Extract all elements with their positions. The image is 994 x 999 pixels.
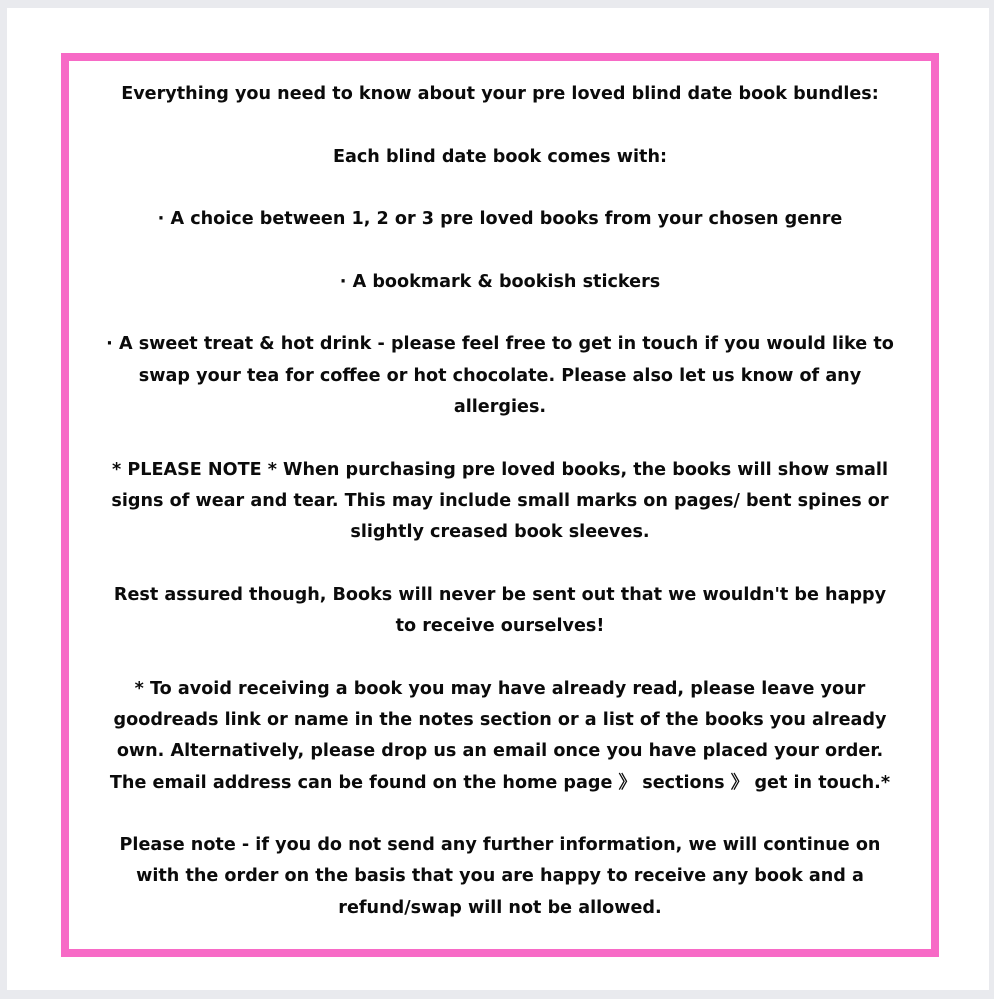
final-note-line: with the order on the basis that you are happy to receive any book and a: [136, 866, 864, 887]
intro-paragraph: [69, 79, 931, 110]
assurance-line: Rest assured though, Books will never be sent out that we wouldn't be happy: [113, 584, 887, 605]
item-treat: [69, 329, 931, 423]
item-books: [69, 204, 931, 235]
wear-note-line: signs of wear and tear. This may include small marks on pages/ bent spines or: [111, 490, 889, 511]
item-bookmark: [69, 267, 931, 298]
notice-text: [69, 79, 931, 924]
heading-line: Each blind date book comes with:: [332, 146, 668, 167]
final-note-line: refund/swap will not be allowed.: [338, 897, 662, 918]
intro-line: Everything you need to know about your pre loved blind date book bundles:: [121, 84, 879, 104]
item-treat-line: · A sweet treat & hot drink - please feel free to get in touch if you would like to: [106, 334, 894, 355]
assurance-paragraph: [69, 580, 931, 643]
duplicates-line: * To avoid receiving a book you may have already read, please leave your: [134, 678, 866, 699]
item-treat-line: swap your tea for coffee or hot chocolate. Please also let us know of any: [138, 365, 862, 386]
duplicates-line: The email address can be found on the home page 》 sections 》 get in touch.*: [109, 772, 891, 793]
duplicates-line: goodreads link or name in the notes section or a list of the books you already: [113, 709, 887, 730]
item-books-line: · A choice between 1, 2 or 3 pre loved books from your chosen genre: [157, 209, 843, 230]
notice-frame: [61, 53, 939, 957]
image-canvas: [7, 8, 989, 990]
item-treat-line: allergies.: [453, 396, 547, 417]
item-bookmark-line: · A bookmark & bookish stickers: [339, 271, 661, 292]
heading-paragraph: [69, 142, 931, 173]
assurance-line: to receive ourselves!: [395, 616, 605, 637]
duplicates-line: own. Alternatively, please drop us an email once you have placed your order.: [116, 741, 884, 762]
duplicates-paragraph: [69, 674, 931, 799]
final-note-line: Please note - if you do not send any further information, we will continue on: [119, 835, 881, 856]
final-note-paragraph: [69, 830, 931, 924]
wear-note-paragraph: [69, 455, 931, 549]
wear-note-line: * PLEASE NOTE * When purchasing pre loved books, the books will show small: [112, 459, 888, 480]
wear-note-line: slightly creased book sleeves.: [350, 522, 650, 543]
